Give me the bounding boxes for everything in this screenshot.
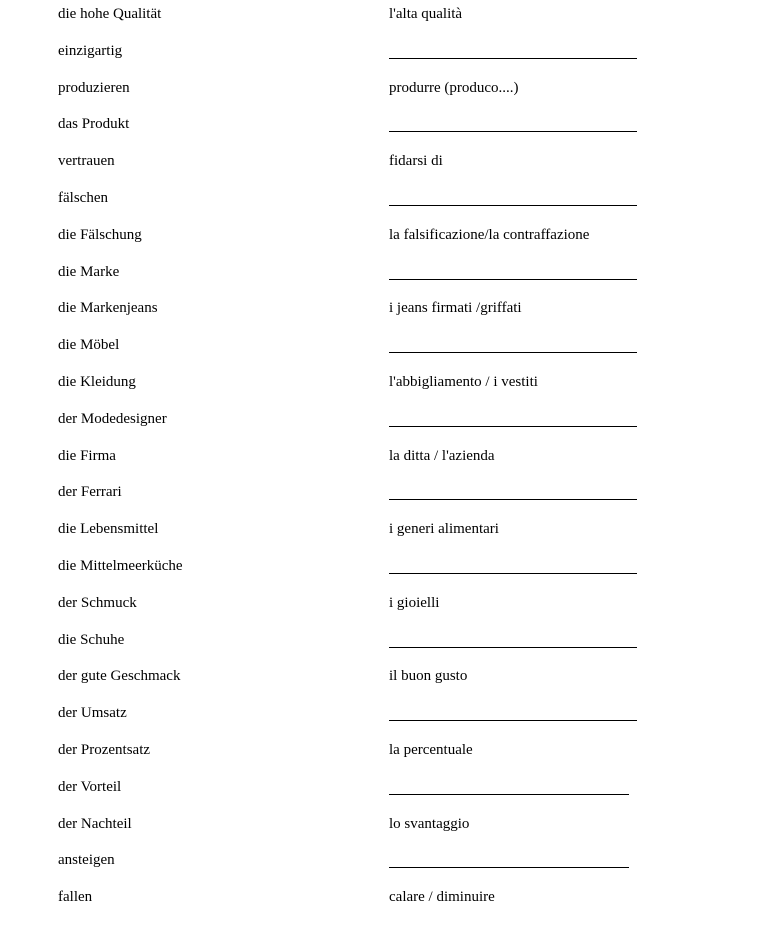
- italian-translation: i generi alimentari: [389, 521, 499, 537]
- german-term: fälschen: [58, 190, 108, 206]
- italian-translation: l'alta qualità: [389, 6, 463, 22]
- answer-blank-line: [389, 205, 637, 206]
- vocab-row: [0, 666, 760, 686]
- german-term: die hohe Qualität: [58, 6, 162, 22]
- vocab-row: [0, 151, 760, 171]
- german-term: die Möbel: [58, 337, 120, 353]
- vocab-row: [0, 519, 760, 539]
- vocab-row: [0, 225, 760, 245]
- vocab-row: [0, 556, 760, 576]
- german-term: die Kleidung: [58, 374, 136, 390]
- italian-translation: il buon gusto: [389, 668, 468, 684]
- italian-translation: produrre (produco....): [389, 80, 519, 96]
- answer-blank-line: [389, 279, 637, 280]
- vocab-row: [0, 593, 760, 613]
- answer-blank-line: [389, 794, 629, 795]
- german-term: der gute Geschmack: [58, 668, 181, 684]
- german-term: fallen: [58, 889, 93, 905]
- german-term: der Ferrari: [58, 484, 122, 500]
- german-term: die Mittelmeerküche: [58, 558, 183, 574]
- german-term: vertrauen: [58, 153, 115, 169]
- german-term: einzigartig: [58, 43, 123, 59]
- german-term: die Lebensmittel: [58, 521, 159, 537]
- vocab-row: [0, 114, 760, 134]
- vocab-row: [0, 335, 760, 355]
- vocab-row: [0, 262, 760, 282]
- italian-translation: i gioielli: [389, 595, 440, 611]
- answer-blank-line: [389, 58, 637, 59]
- vocab-row: [0, 482, 760, 502]
- italian-translation: calare / diminuire: [389, 889, 495, 905]
- vocab-row: [0, 298, 760, 318]
- german-term: der Umsatz: [58, 705, 127, 721]
- german-term: der Nachteil: [58, 816, 132, 832]
- vocab-row: [0, 446, 760, 466]
- italian-translation: i jeans firmati /griffati: [389, 300, 522, 316]
- german-term: die Marke: [58, 264, 120, 280]
- vocab-row: [0, 630, 760, 650]
- vocab-row: [0, 409, 760, 429]
- german-term: der Modedesigner: [58, 411, 167, 427]
- answer-blank-line: [389, 499, 637, 500]
- italian-translation: la ditta / l'azienda: [389, 448, 495, 464]
- answer-blank-line: [389, 720, 637, 721]
- german-term: die Markenjeans: [58, 300, 158, 316]
- vocab-row: [0, 850, 760, 870]
- answer-blank-line: [389, 573, 637, 574]
- vocab-row: [0, 78, 760, 98]
- german-term: die Schuhe: [58, 632, 125, 648]
- german-term: das Produkt: [58, 116, 130, 132]
- german-term: die Firma: [58, 448, 116, 464]
- vocab-row: [0, 703, 760, 723]
- answer-blank-line: [389, 131, 637, 132]
- italian-translation: fidarsi di: [389, 153, 443, 169]
- vocab-row: [0, 777, 760, 797]
- answer-blank-line: [389, 647, 637, 648]
- german-term: der Vorteil: [58, 779, 122, 795]
- vocab-row: [0, 4, 760, 24]
- italian-translation: la percentuale: [389, 742, 473, 758]
- vocab-row: [0, 814, 760, 834]
- vocab-row: [0, 740, 760, 760]
- answer-blank-line: [389, 867, 629, 868]
- answer-blank-line: [389, 426, 637, 427]
- german-term: der Schmuck: [58, 595, 137, 611]
- vocab-row: [0, 41, 760, 61]
- italian-translation: la falsificazione/la contraffazione: [389, 227, 590, 243]
- vocab-row: [0, 887, 760, 907]
- german-term: produzieren: [58, 80, 130, 96]
- german-term: die Fälschung: [58, 227, 142, 243]
- italian-translation: l'abbigliamento / i vestiti: [389, 374, 538, 390]
- answer-blank-line: [389, 352, 637, 353]
- german-term: der Prozentsatz: [58, 742, 151, 758]
- vocab-row: [0, 372, 760, 392]
- italian-translation: lo svantaggio: [389, 816, 470, 832]
- vocab-row: [0, 188, 760, 208]
- german-term: ansteigen: [58, 852, 115, 868]
